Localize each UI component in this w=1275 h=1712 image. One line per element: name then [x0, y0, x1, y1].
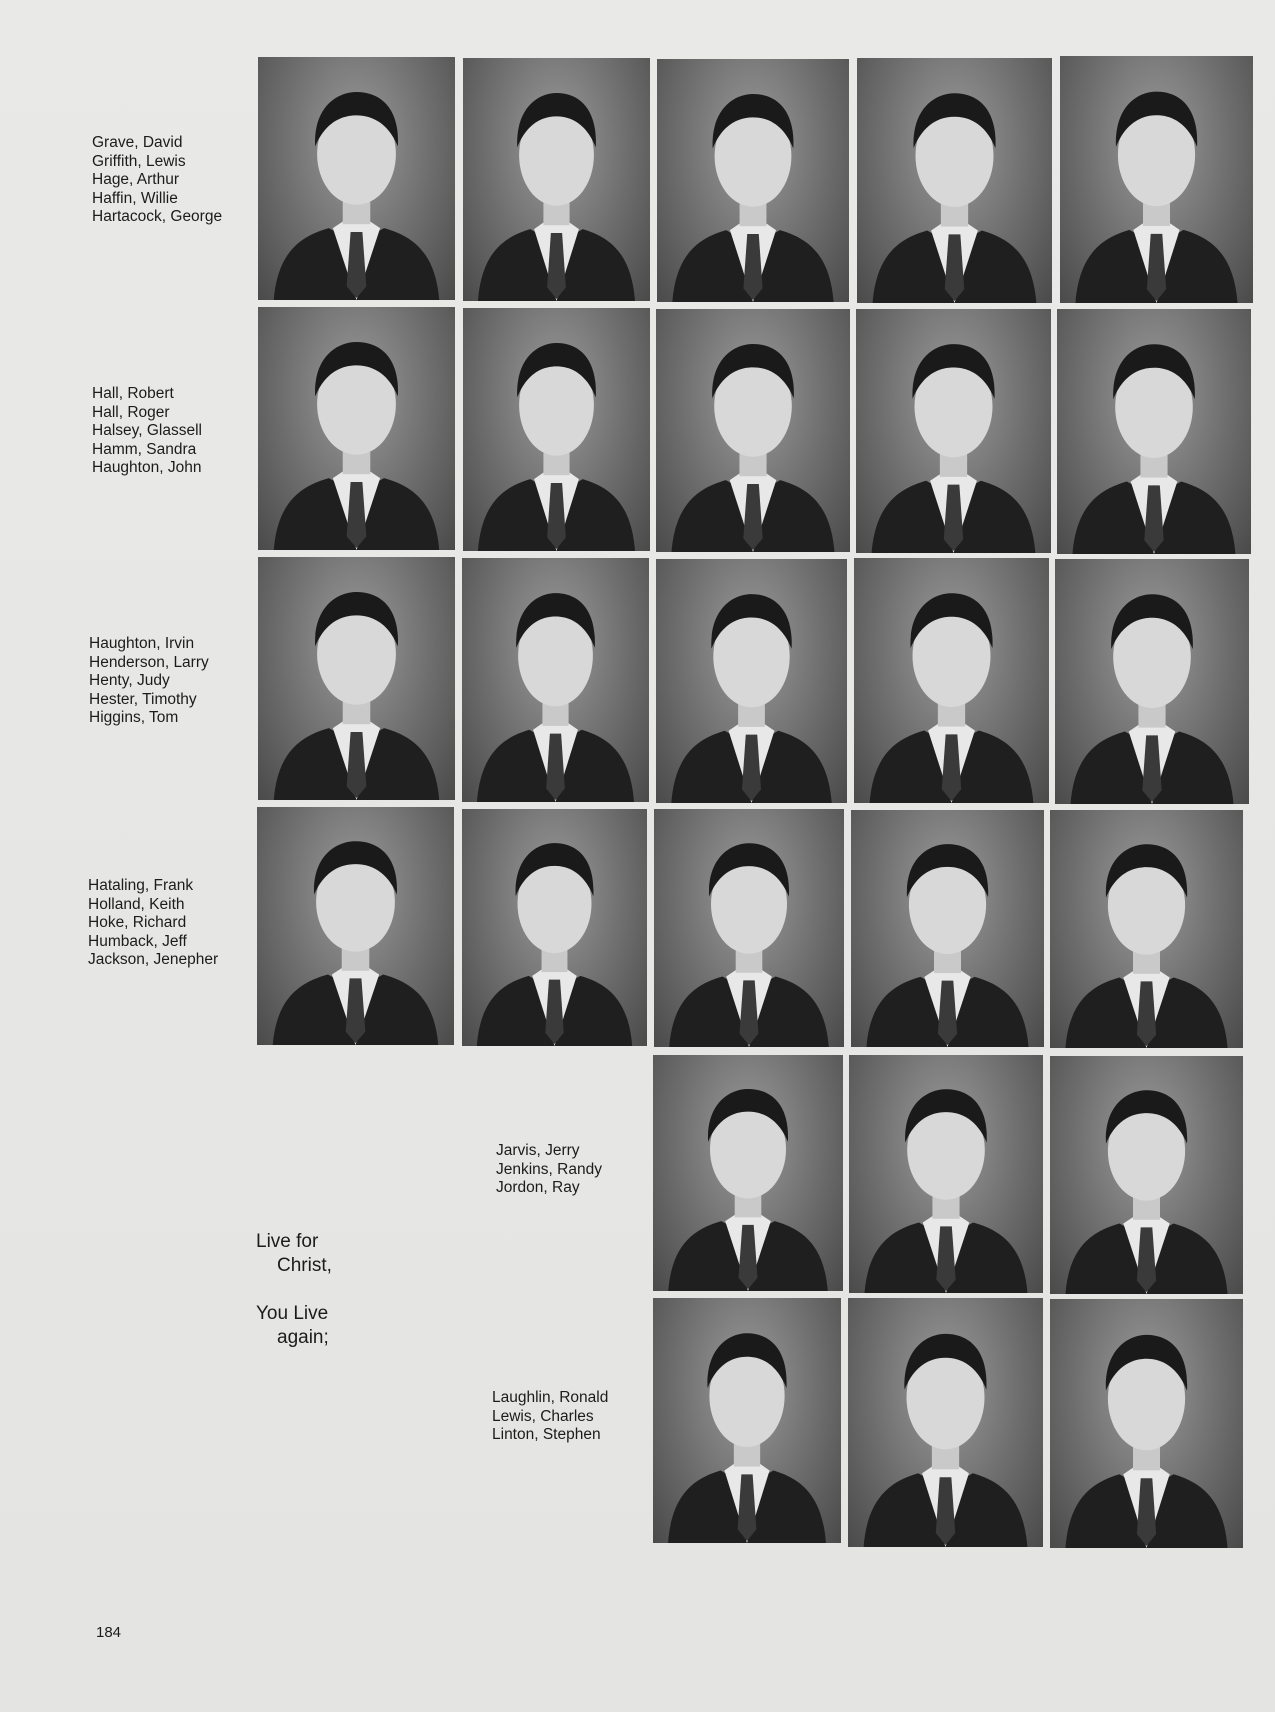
- name-list-row-1: [92, 134, 222, 227]
- portrait-silhouette: [856, 309, 1051, 553]
- portrait-photo: [463, 308, 650, 551]
- portrait-photo: [654, 809, 844, 1047]
- name-list-row-2: [92, 385, 202, 478]
- name-entry: Griffith, Lewis: [92, 152, 186, 170]
- portrait-photo: [653, 1055, 843, 1291]
- portrait-silhouette: [462, 809, 647, 1046]
- name-list-row-6: [492, 1389, 608, 1445]
- name-entry: Jordon, Ray: [496, 1179, 580, 1196]
- portrait-photo: [257, 807, 454, 1045]
- name-entry: Grave, David: [92, 134, 183, 151]
- portrait-silhouette: [462, 558, 649, 802]
- motto-line: again;: [277, 1327, 329, 1348]
- motto-text: [256, 1230, 332, 1350]
- portrait-photo: [1055, 559, 1249, 804]
- portrait-photo: [1060, 56, 1253, 303]
- portrait-photo: [656, 559, 847, 803]
- name-entry: Henty, Judy: [89, 672, 170, 689]
- portrait-silhouette: [854, 558, 1049, 803]
- portrait-photo: [849, 1055, 1043, 1293]
- portrait-photo: [463, 58, 650, 301]
- portrait-silhouette: [656, 559, 847, 803]
- name-entry: Jenkins, Randy: [496, 1160, 602, 1178]
- motto-line: You Live: [256, 1303, 329, 1324]
- portrait-photo: [656, 309, 850, 552]
- name-entry: Hage, Arthur: [92, 171, 180, 188]
- name-list-row-3: [89, 635, 209, 728]
- name-entry: Haughton, John: [92, 459, 202, 476]
- portrait-photo: [462, 809, 647, 1046]
- name-entry: Humback, Jeff: [88, 932, 187, 950]
- portrait-photo: [856, 309, 1051, 553]
- portrait-silhouette: [1060, 56, 1253, 303]
- portrait-photo: [1050, 1056, 1243, 1294]
- portrait-photo: [657, 59, 849, 302]
- name-list-row-4: [88, 877, 218, 970]
- portrait-silhouette: [1057, 309, 1251, 554]
- portrait-photo: [653, 1298, 841, 1543]
- name-entry: Laughlin, Ronald: [492, 1389, 609, 1406]
- motto-line: Live for: [256, 1231, 319, 1252]
- portrait-silhouette: [463, 58, 650, 301]
- name-entry: Hall, Robert: [92, 385, 174, 402]
- portrait-silhouette: [653, 1055, 843, 1291]
- portrait-photo: [854, 558, 1049, 803]
- name-entry: Henderson, Larry: [89, 653, 209, 671]
- name-entry: Haughton, Irvin: [89, 635, 195, 652]
- portrait-silhouette: [1050, 1056, 1243, 1294]
- portrait-silhouette: [1050, 1299, 1243, 1548]
- page-number: 184: [96, 1624, 122, 1641]
- portrait-silhouette: [848, 1298, 1043, 1547]
- name-entry: Jarvis, Jerry: [496, 1142, 580, 1159]
- portrait-silhouette: [654, 809, 844, 1047]
- portrait-silhouette: [1055, 559, 1249, 804]
- name-entry: Hamm, Sandra: [92, 440, 197, 458]
- portrait-photo: [258, 557, 455, 800]
- portrait-photo: [258, 307, 455, 550]
- portrait-silhouette: [857, 58, 1052, 303]
- portrait-photo: [462, 558, 649, 802]
- name-entry: Linton, Stephen: [492, 1426, 601, 1443]
- portrait-photo: [1057, 309, 1251, 554]
- name-entry: Lewis, Charles: [492, 1407, 594, 1425]
- portrait-photo: [851, 810, 1044, 1047]
- name-entry: Hester, Timothy: [89, 690, 197, 708]
- portrait-silhouette: [258, 57, 455, 300]
- portrait-photo: [1050, 1299, 1243, 1548]
- name-entry: Hoke, Richard: [88, 914, 187, 931]
- portrait-silhouette: [257, 807, 454, 1045]
- portrait-photo: [258, 57, 455, 300]
- name-entry: Halsey, Glassell: [92, 422, 202, 439]
- portrait-photo: [1050, 810, 1243, 1048]
- portrait-silhouette: [1050, 810, 1243, 1048]
- name-entry: Hartacock, George: [92, 208, 223, 225]
- name-entry: Hataling, Frank: [88, 877, 194, 894]
- portrait-photo: [857, 58, 1052, 303]
- portrait-silhouette: [258, 307, 455, 550]
- portrait-silhouette: [657, 59, 849, 302]
- name-entry: Holland, Keith: [88, 895, 185, 913]
- portrait-silhouette: [653, 1298, 841, 1543]
- portrait-silhouette: [258, 557, 455, 800]
- name-entry: Haffin, Willie: [92, 189, 178, 207]
- portrait-silhouette: [849, 1055, 1043, 1293]
- name-entry: Higgins, Tom: [89, 709, 179, 726]
- portrait-photo: [848, 1298, 1043, 1547]
- portrait-silhouette: [463, 308, 650, 551]
- name-entry: Jackson, Jenepher: [88, 951, 219, 968]
- portrait-silhouette: [851, 810, 1044, 1047]
- name-list-row-5: [496, 1142, 602, 1198]
- motto-line: Christ,: [277, 1255, 332, 1276]
- name-entry: Hall, Roger: [92, 403, 170, 421]
- portrait-silhouette: [656, 309, 850, 552]
